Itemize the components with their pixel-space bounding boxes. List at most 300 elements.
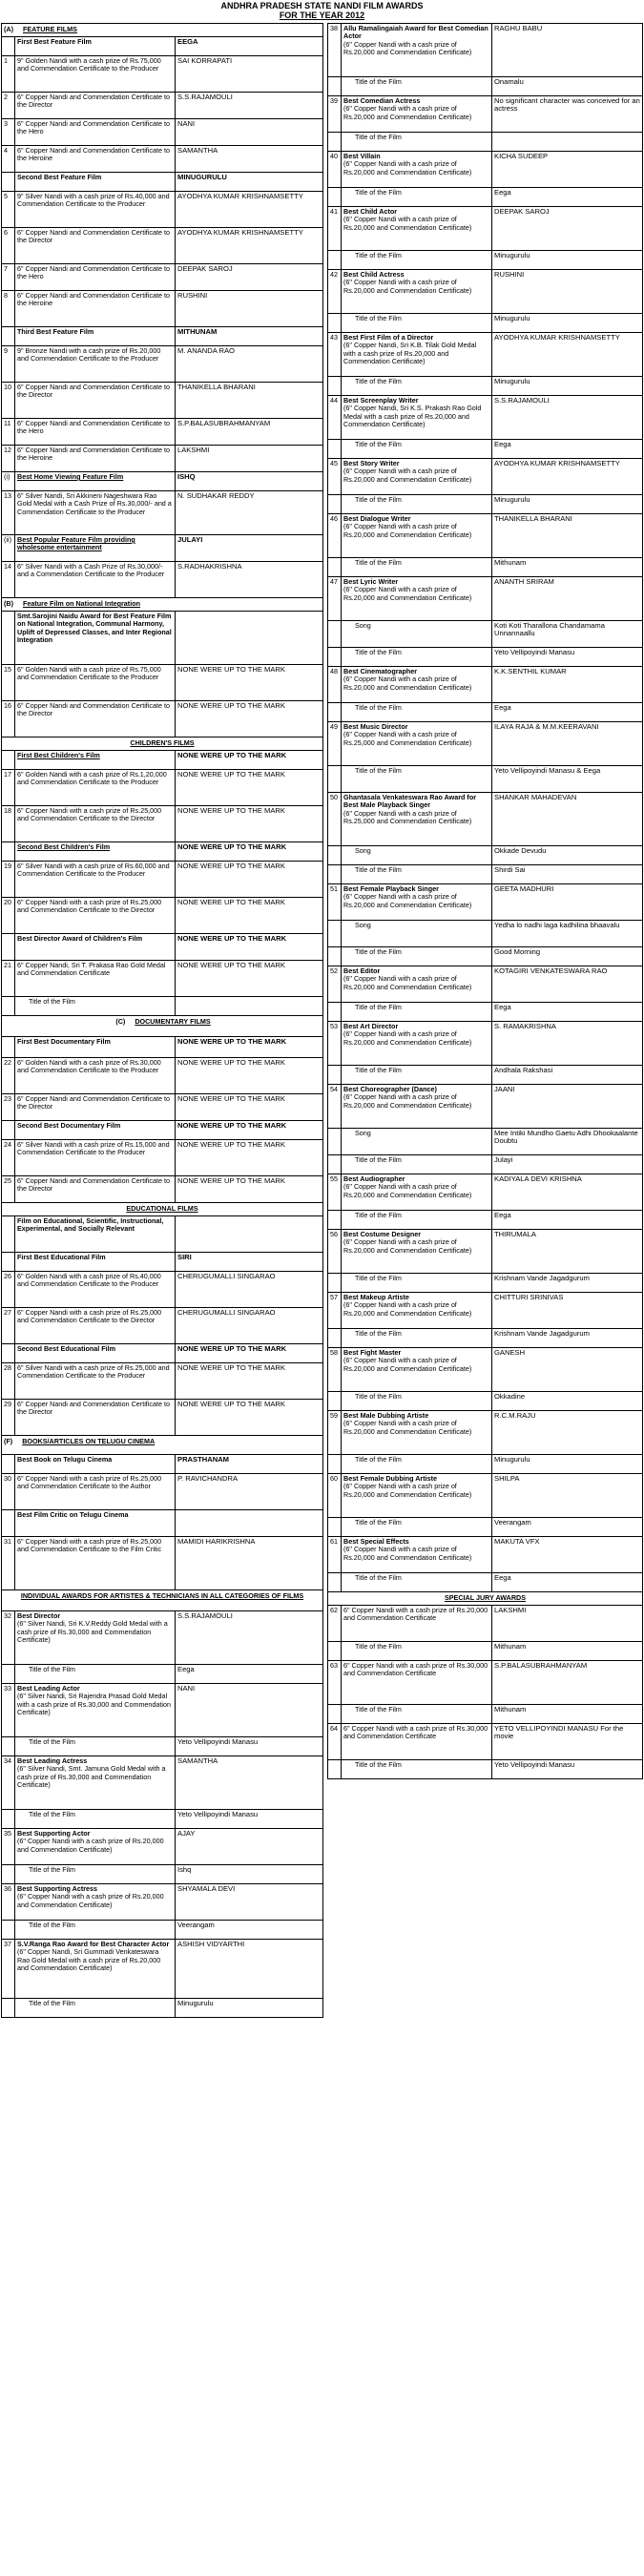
award-name: Best Lyric Writer xyxy=(343,577,399,586)
award-row xyxy=(2,1058,323,1094)
serial-number: 62 xyxy=(328,1606,342,1641)
winner-name: ASHISH VIDYARTHI xyxy=(177,1940,245,1948)
award-description xyxy=(342,648,492,666)
award-row xyxy=(328,1174,643,1211)
serial-number xyxy=(2,1921,15,1939)
serial-number: 29 xyxy=(2,1400,15,1435)
award-description xyxy=(342,884,492,920)
award-name: Allu Ramalingaiah Award for Best Comedian Actor xyxy=(343,24,488,41)
award-description xyxy=(15,1455,176,1473)
award-description xyxy=(15,1094,176,1120)
winner-name: NONE WERE UP TO THE MARK xyxy=(177,1400,285,1408)
detail-row xyxy=(328,1129,643,1155)
award-description xyxy=(15,1037,176,1057)
serial-number: 38 xyxy=(328,24,342,76)
detail-row xyxy=(328,440,643,459)
award-details: 6" Copper Nandi and Commendation Certificate to the Director xyxy=(17,1094,170,1111)
award-description xyxy=(342,270,492,313)
winner-name: MITHUNAM xyxy=(177,327,218,336)
award-row xyxy=(2,419,323,446)
award-description xyxy=(15,146,176,172)
serial-number xyxy=(2,1037,15,1057)
award-description xyxy=(342,1348,492,1391)
award-details: (6" Copper Nandi with a cash prize of Rs.20,000 and Commendation Certificate) xyxy=(343,1182,472,1199)
award-category: Best Film Critic on Telugu Cinema xyxy=(17,1510,129,1519)
winner-name: RAGHU BABU xyxy=(494,24,543,32)
winner-name: Veerangam xyxy=(494,1518,531,1527)
section-title: Feature Film on National Integration xyxy=(22,599,140,608)
award-name: Best Child Actress xyxy=(343,270,405,279)
left-column-table xyxy=(1,23,323,2018)
award-description xyxy=(342,1066,492,1084)
winner-name: AYODHYA KUMAR KRISHNAMSETTY xyxy=(177,192,303,200)
award-description xyxy=(342,558,492,576)
award-row xyxy=(328,1085,643,1129)
award-description xyxy=(342,1174,492,1210)
winner-name: MAMIDI HARIKRISHNA xyxy=(177,1537,256,1546)
serial-number xyxy=(2,997,15,1015)
award-description xyxy=(342,921,492,946)
award-row xyxy=(2,1940,323,1999)
winner-name: AYODHYA KUMAR KRISHNAMSETTY xyxy=(177,228,303,237)
award-description xyxy=(342,1085,492,1128)
serial-number xyxy=(2,1121,15,1139)
award-details: Title of the Film xyxy=(355,1642,402,1651)
award-description xyxy=(15,37,176,55)
category-row xyxy=(2,173,323,192)
detail-row xyxy=(328,1518,643,1537)
award-description xyxy=(342,1705,492,1723)
winner-name: NONE WERE UP TO THE MARK xyxy=(177,1121,287,1130)
award-name: Best Dialogue Writer xyxy=(343,514,411,523)
award-details: Title of the Film xyxy=(355,703,402,712)
award-details: Title of the Film xyxy=(29,1665,75,1673)
section-title: DOCUMENTARY FILMS xyxy=(135,1017,211,1026)
winner-name: M. ANANDA RAO xyxy=(177,346,235,355)
serial-number: 59 xyxy=(328,1411,342,1454)
award-description xyxy=(342,793,492,845)
award-description xyxy=(15,1363,176,1399)
award-row xyxy=(2,862,323,898)
winner-name: CHERUGUMALLI SINGARAO xyxy=(177,1272,276,1280)
award-details: 6" Golden Nandi with a cash prize of Rs.40,000 and Commendation Certificate to the Producer xyxy=(17,1272,161,1289)
award-details: 9" Silver Nandi with a cash prize of Rs.40,000 and Commendation Certificate to the Producer xyxy=(17,192,170,209)
award-name: Best Director xyxy=(17,1611,61,1620)
award-description xyxy=(342,966,492,1002)
serial-number: 8 xyxy=(2,291,15,326)
award-row xyxy=(2,1140,323,1176)
award-details: 6" Copper Nandi and Commendation Certificate to the Director xyxy=(17,383,170,400)
winner-name: Eega xyxy=(494,703,511,712)
winner-name: Minugurulu xyxy=(494,495,530,504)
award-details: (6" Copper Nandi with a cash prize of Rs.20,000 and Commendation Certificate) xyxy=(343,39,472,57)
serial-number: 1 xyxy=(2,56,15,92)
serial-number xyxy=(328,1705,342,1723)
award-details: 6" Copper Nandi with a cash prize of Rs.25,000 and Commendation Certificate to the Director xyxy=(17,806,162,823)
serial-number xyxy=(328,947,342,966)
award-details: (6" Copper Nandi, Sri K.B. Tilak Gold Medal with a cash prize of Rs.20,000 and Commendation Certificate) xyxy=(343,341,477,366)
winner-name xyxy=(176,997,322,1015)
winner-name: Eega xyxy=(494,1573,511,1582)
winner-name: DEEPAK SAROJ xyxy=(494,207,550,216)
award-name: Best Special Effects xyxy=(343,1537,409,1546)
detail-row xyxy=(328,133,643,152)
winner-name: Mithunam xyxy=(494,1705,527,1714)
detail-row xyxy=(328,921,643,947)
detail-row xyxy=(328,558,643,577)
winner-name: EEGA xyxy=(177,37,198,46)
serial-number: 26 xyxy=(2,1272,15,1307)
award-details: Title of the Film xyxy=(29,997,75,1006)
award-category: Second Best Documentary Film xyxy=(17,1121,121,1130)
award-row xyxy=(328,1348,643,1392)
serial-number xyxy=(2,1216,15,1252)
winner-name: Veerangam xyxy=(177,1921,215,1929)
award-details: (6" Copper Nandi, Sri K.S. Prakash Rao Gold Medal with a cash prize of Rs.20,000 and Commendation Certificate) xyxy=(343,404,482,429)
serial-number: 3 xyxy=(2,119,15,145)
award-details: 6" Copper Nandi with a cash prize of Rs.25,000 and Commendation Certificate to the Director xyxy=(17,898,162,915)
winner-name: DEEPAK SAROJ xyxy=(177,264,233,273)
award-description xyxy=(15,1737,176,1755)
award-details: 6" Copper Nandi and Commendation Certificate to the Director xyxy=(17,93,170,110)
award-name: Best Supporting Actor xyxy=(17,1829,91,1838)
serial-number: 42 xyxy=(328,270,342,313)
award-name: Best Leading Actor xyxy=(17,1684,80,1693)
award-details: 6" Copper Nandi with a cash prize of Rs.25,000 and Commendation Certificate to the Film Critic xyxy=(17,1537,162,1554)
award-details: Title of the Film xyxy=(355,648,402,656)
award-row xyxy=(2,291,323,327)
award-description xyxy=(342,703,492,721)
section-title: FEATURE FILMS xyxy=(22,25,77,33)
award-row xyxy=(2,701,323,737)
winner-name: Eega xyxy=(177,1665,195,1673)
award-details: 6" Silver Nandi, Sri Akkineni Nageshwara Rao Gold Medal with a Cash Prize of Rs.30,000/- and a Commendation Certificate to the Producer xyxy=(17,491,172,516)
award-description xyxy=(15,419,176,445)
award-details: Title of the Film xyxy=(29,1921,75,1929)
award-details: (6" Copper Nandi with a cash prize of Rs.20,000 and Commendation Certificate) xyxy=(343,675,472,692)
serial-number: 56 xyxy=(328,1230,342,1273)
serial-number: 4 xyxy=(2,146,15,172)
award-details: Title of the Film xyxy=(355,865,402,874)
award-description xyxy=(15,612,176,664)
award-row xyxy=(328,966,643,1003)
award-details: (6" Copper Nandi with a cash prize of Rs.20,000 and Commendation Certificate) xyxy=(17,1837,164,1854)
winner-name: Ishq xyxy=(177,1865,192,1874)
award-row xyxy=(2,1884,323,1921)
award-name: Best Art Director xyxy=(343,1022,399,1030)
detail-row xyxy=(328,865,643,884)
award-description xyxy=(342,314,492,332)
category-row xyxy=(2,612,323,665)
award-description xyxy=(15,1400,176,1435)
award-description xyxy=(15,665,176,700)
award-description xyxy=(342,947,492,966)
award-description xyxy=(342,1230,492,1273)
serial-number xyxy=(2,327,15,345)
winner-name: NONE WERE UP TO THE MARK xyxy=(177,1037,287,1046)
serial-number xyxy=(328,703,342,721)
award-description xyxy=(15,1940,176,1998)
detail-row xyxy=(328,1455,643,1474)
winner-name: SAMANTHA xyxy=(177,146,218,155)
award-details: Title of the Film xyxy=(355,1211,402,1219)
detail-row xyxy=(2,997,323,1016)
award-description xyxy=(15,1510,176,1536)
serial-number: 16 xyxy=(2,701,15,737)
award-details: (6" Silver Nandi, Sri Rajendra Prasad Gold Medal with a cash prize of Rs.30,000 and Commendation Certificate) xyxy=(17,1692,172,1717)
award-description xyxy=(15,119,176,145)
serial-number: 28 xyxy=(2,1363,15,1399)
serial-number: 45 xyxy=(328,459,342,494)
award-row xyxy=(2,146,323,173)
award-description xyxy=(342,96,492,132)
serial-number xyxy=(328,1211,342,1229)
category-row xyxy=(2,535,323,562)
award-description xyxy=(342,207,492,250)
award-row xyxy=(2,961,323,997)
serial-number: 13 xyxy=(2,491,15,534)
award-row xyxy=(2,562,323,598)
award-description xyxy=(15,1756,176,1809)
detail-row xyxy=(328,1274,643,1293)
winner-name: Okkade Devudu xyxy=(494,846,547,855)
winner-name: S. RAMAKRISHNA xyxy=(494,1022,556,1030)
detail-row xyxy=(2,1810,323,1829)
serial-number xyxy=(2,1865,15,1883)
award-details: Title of the Film xyxy=(355,1573,402,1582)
winner-name: S.S.RAJAMOULI xyxy=(177,1611,233,1620)
winner-name: Krishnam Vande Jagadgurum xyxy=(494,1329,590,1338)
award-details: (6" Copper Nandi with a cash prize of Rs.20,000 and Commendation Certificate) xyxy=(343,104,472,121)
award-description xyxy=(15,1140,176,1175)
winner-name: Mithunam xyxy=(494,558,527,567)
award-description xyxy=(15,806,176,841)
serial-number: 50 xyxy=(328,793,342,845)
award-row xyxy=(328,1724,643,1760)
award-name: Best Costume Designer xyxy=(343,1230,422,1238)
award-details: Title of the Film xyxy=(355,558,402,567)
award-details: 6" Silver Nandi with a cash prize of Rs.60,000 and Commendation Certificate to the Producer xyxy=(17,862,170,879)
detail-row xyxy=(328,495,643,514)
award-description xyxy=(342,1392,492,1410)
award-description xyxy=(15,1121,176,1139)
section-number: (B) xyxy=(4,599,13,608)
serial-number: 36 xyxy=(2,1884,15,1920)
award-description xyxy=(15,1537,176,1589)
serial-number xyxy=(2,751,15,769)
winner-name: Minugurulu xyxy=(494,377,530,385)
detail-row xyxy=(328,703,643,722)
award-details: (6" Copper Nandi with a cash prize of Rs.20,000 and Commendation Certificate) xyxy=(343,1300,472,1318)
award-row xyxy=(328,459,643,495)
serial-number xyxy=(328,1274,342,1292)
serial-number xyxy=(2,1344,15,1362)
award-category: Best Popular Feature Film providing wholesome entertainment xyxy=(17,535,135,552)
award-row xyxy=(2,1363,323,1400)
detail-row xyxy=(328,1760,643,1779)
category-row xyxy=(2,472,323,491)
detail-row xyxy=(2,1865,323,1884)
right-column-table xyxy=(327,23,643,1779)
award-details: Title of the Film xyxy=(355,314,402,322)
serial-number: 18 xyxy=(2,806,15,841)
award-description xyxy=(342,251,492,269)
award-name: Best Story Writer xyxy=(343,459,400,467)
award-description xyxy=(15,192,176,227)
serial-number: 2 xyxy=(2,93,15,118)
award-name: Best Editor xyxy=(343,966,381,975)
detail-row xyxy=(328,314,643,333)
winner-name: AYODHYA KUMAR KRISHNAMSETTY xyxy=(494,459,620,467)
serial-number: 33 xyxy=(2,1684,15,1736)
award-description xyxy=(342,188,492,206)
award-description xyxy=(15,173,176,191)
award-description xyxy=(15,562,176,597)
winner-name: NANI xyxy=(177,119,196,128)
award-row xyxy=(2,770,323,806)
award-description xyxy=(342,1411,492,1454)
winner-name: KADIYALA DEVI KRISHNA xyxy=(494,1174,582,1183)
award-description xyxy=(15,1474,176,1509)
award-category: Best Home Viewing Feature Film xyxy=(17,472,124,481)
award-details: Title of the Film xyxy=(355,440,402,448)
winner-name: ANANTH SRIRAM xyxy=(494,577,554,586)
award-row xyxy=(2,264,323,291)
award-row xyxy=(328,514,643,558)
award-name: Best Music Director xyxy=(343,722,408,731)
award-details: Title of the Film xyxy=(29,1999,75,2007)
winner-name: CHERUGUMALLI SINGARAO xyxy=(177,1308,276,1317)
serial-number xyxy=(328,377,342,395)
award-details: 6" Golden Nandi with a cash prize of Rs.1,20,000 and Commendation Certificate to the Producer xyxy=(17,770,167,787)
award-description xyxy=(15,1829,176,1864)
award-name: Best Choreographer (Dance) xyxy=(343,1085,437,1093)
award-details: Title of the Film xyxy=(355,1329,402,1338)
award-description xyxy=(342,1211,492,1229)
category-row xyxy=(2,1253,323,1272)
award-row xyxy=(2,1272,323,1308)
award-details: (6" Copper Nandi with a cash prize of Rs.20,000 and Commendation Certificate) xyxy=(343,278,472,295)
category-row xyxy=(2,751,323,770)
serial-number: 55 xyxy=(328,1174,342,1210)
winner-name: Mee Intiki Mundho Gaetu Adhi Dhookaalante Doubtu xyxy=(494,1129,638,1146)
section-heading xyxy=(2,737,323,751)
winner-name: MINUGURULU xyxy=(177,173,227,181)
winner-name: KICHA SUDEEP xyxy=(494,152,549,160)
winner-name: NONE WERE UP TO THE MARK xyxy=(177,806,285,815)
serial-number: 35 xyxy=(2,1829,15,1864)
serial-number: 22 xyxy=(2,1058,15,1093)
section-heading xyxy=(328,1592,643,1606)
award-row xyxy=(2,446,323,472)
serial-number xyxy=(328,766,342,792)
category-row xyxy=(2,1216,323,1253)
award-category: Third Best Feature Film xyxy=(17,327,94,336)
award-description xyxy=(342,577,492,620)
winner-name: Eega xyxy=(494,188,511,197)
award-description xyxy=(15,1665,176,1683)
detail-row xyxy=(328,1155,643,1174)
award-name: Best Leading Actress xyxy=(17,1756,88,1765)
winner-name: NONE WERE UP TO THE MARK xyxy=(177,1058,285,1067)
award-details: 6" Copper Nandi and Commendation Certificate to the Heroine xyxy=(17,446,170,463)
award-name: Ghantasala Venkateswara Rao Award for Best Male Playback Singer xyxy=(343,793,477,810)
category-row xyxy=(2,327,323,346)
winner-name: LAKSHMI xyxy=(177,446,210,454)
section-number: (A) xyxy=(4,25,13,33)
winner-name xyxy=(492,133,642,151)
category-row xyxy=(2,37,323,56)
winner-name: Yeto Vellipoyindi Manasu xyxy=(494,1760,575,1769)
serial-number xyxy=(328,648,342,666)
serial-number xyxy=(2,1665,15,1683)
award-row xyxy=(2,56,323,93)
award-description xyxy=(15,770,176,805)
section-heading xyxy=(2,598,323,612)
award-row xyxy=(2,1684,323,1737)
winner-name: Yeto Vellipoyindi Manasu xyxy=(177,1737,259,1746)
award-description xyxy=(15,1884,176,1920)
award-row xyxy=(2,119,323,146)
award-row xyxy=(2,93,323,119)
award-details: 6" Copper Nandi and Commendation Certificate to the Director xyxy=(17,228,170,245)
winner-name: THANIKELLA BHARANI xyxy=(177,383,256,391)
award-row xyxy=(328,333,643,377)
award-details: Title of the Film xyxy=(355,1066,402,1074)
winner-name: SAMANTHA xyxy=(177,1756,218,1765)
winner-name: NONE WERE UP TO THE MARK xyxy=(177,1176,285,1185)
award-description xyxy=(15,1810,176,1828)
award-description xyxy=(342,1274,492,1292)
award-details: 6" Copper Nandi and Commendation Certificate to the Hero xyxy=(17,419,170,436)
detail-row xyxy=(2,1921,323,1940)
award-details: 6" Copper Nandi with a cash prize of Rs.25,000 and Commendation Certificate to the Director xyxy=(17,1308,162,1325)
winner-name: JULAYI xyxy=(177,535,203,544)
serial-number: 17 xyxy=(2,770,15,805)
award-row xyxy=(328,24,643,77)
winner-name: NONE WERE UP TO THE MARK xyxy=(177,751,287,759)
winner-name: ILAYA RAJA & M.M.KEERAVANI xyxy=(494,722,599,731)
serial-number: 63 xyxy=(328,1661,342,1704)
award-details: 6" Copper Nandi and Commendation Certificate to the Director xyxy=(17,701,170,718)
winner-name: R.C.M.RAJU xyxy=(494,1411,536,1420)
award-name: Best Child Actor xyxy=(343,207,398,216)
section-number: (C) xyxy=(115,1017,126,1026)
award-description xyxy=(342,1293,492,1328)
award-description xyxy=(342,396,492,439)
serial-number xyxy=(328,133,342,151)
award-description xyxy=(15,1308,176,1343)
award-details: Title of the Film xyxy=(355,377,402,385)
winner-name: NONE WERE UP TO THE MARK xyxy=(177,770,285,779)
winner-name: Eega xyxy=(494,440,511,448)
award-details: Title of the Film xyxy=(29,1865,75,1874)
winner-name: Okkadine xyxy=(494,1392,526,1401)
serial-number xyxy=(328,1760,342,1778)
award-description xyxy=(15,1058,176,1093)
award-description xyxy=(342,333,492,376)
serial-number xyxy=(328,865,342,883)
award-name: Best Fight Master xyxy=(343,1348,402,1357)
award-description xyxy=(15,228,176,263)
award-name: Best Female Dubbing Artiste xyxy=(343,1474,437,1483)
serial-number xyxy=(328,251,342,269)
award-row xyxy=(328,884,643,921)
award-details: 6" Copper Nandi, Sri T. Prakasa Rao Gold Medal and Commendation Certificate xyxy=(17,961,166,978)
serial-number xyxy=(328,1155,342,1174)
award-details: (6" Silver Nandi, Smt. Jamuna Gold Medal with a cash prize of Rs.30,000 and Commendation Certificate) xyxy=(17,1764,166,1790)
winner-name: S.S.RAJAMOULI xyxy=(177,93,233,101)
